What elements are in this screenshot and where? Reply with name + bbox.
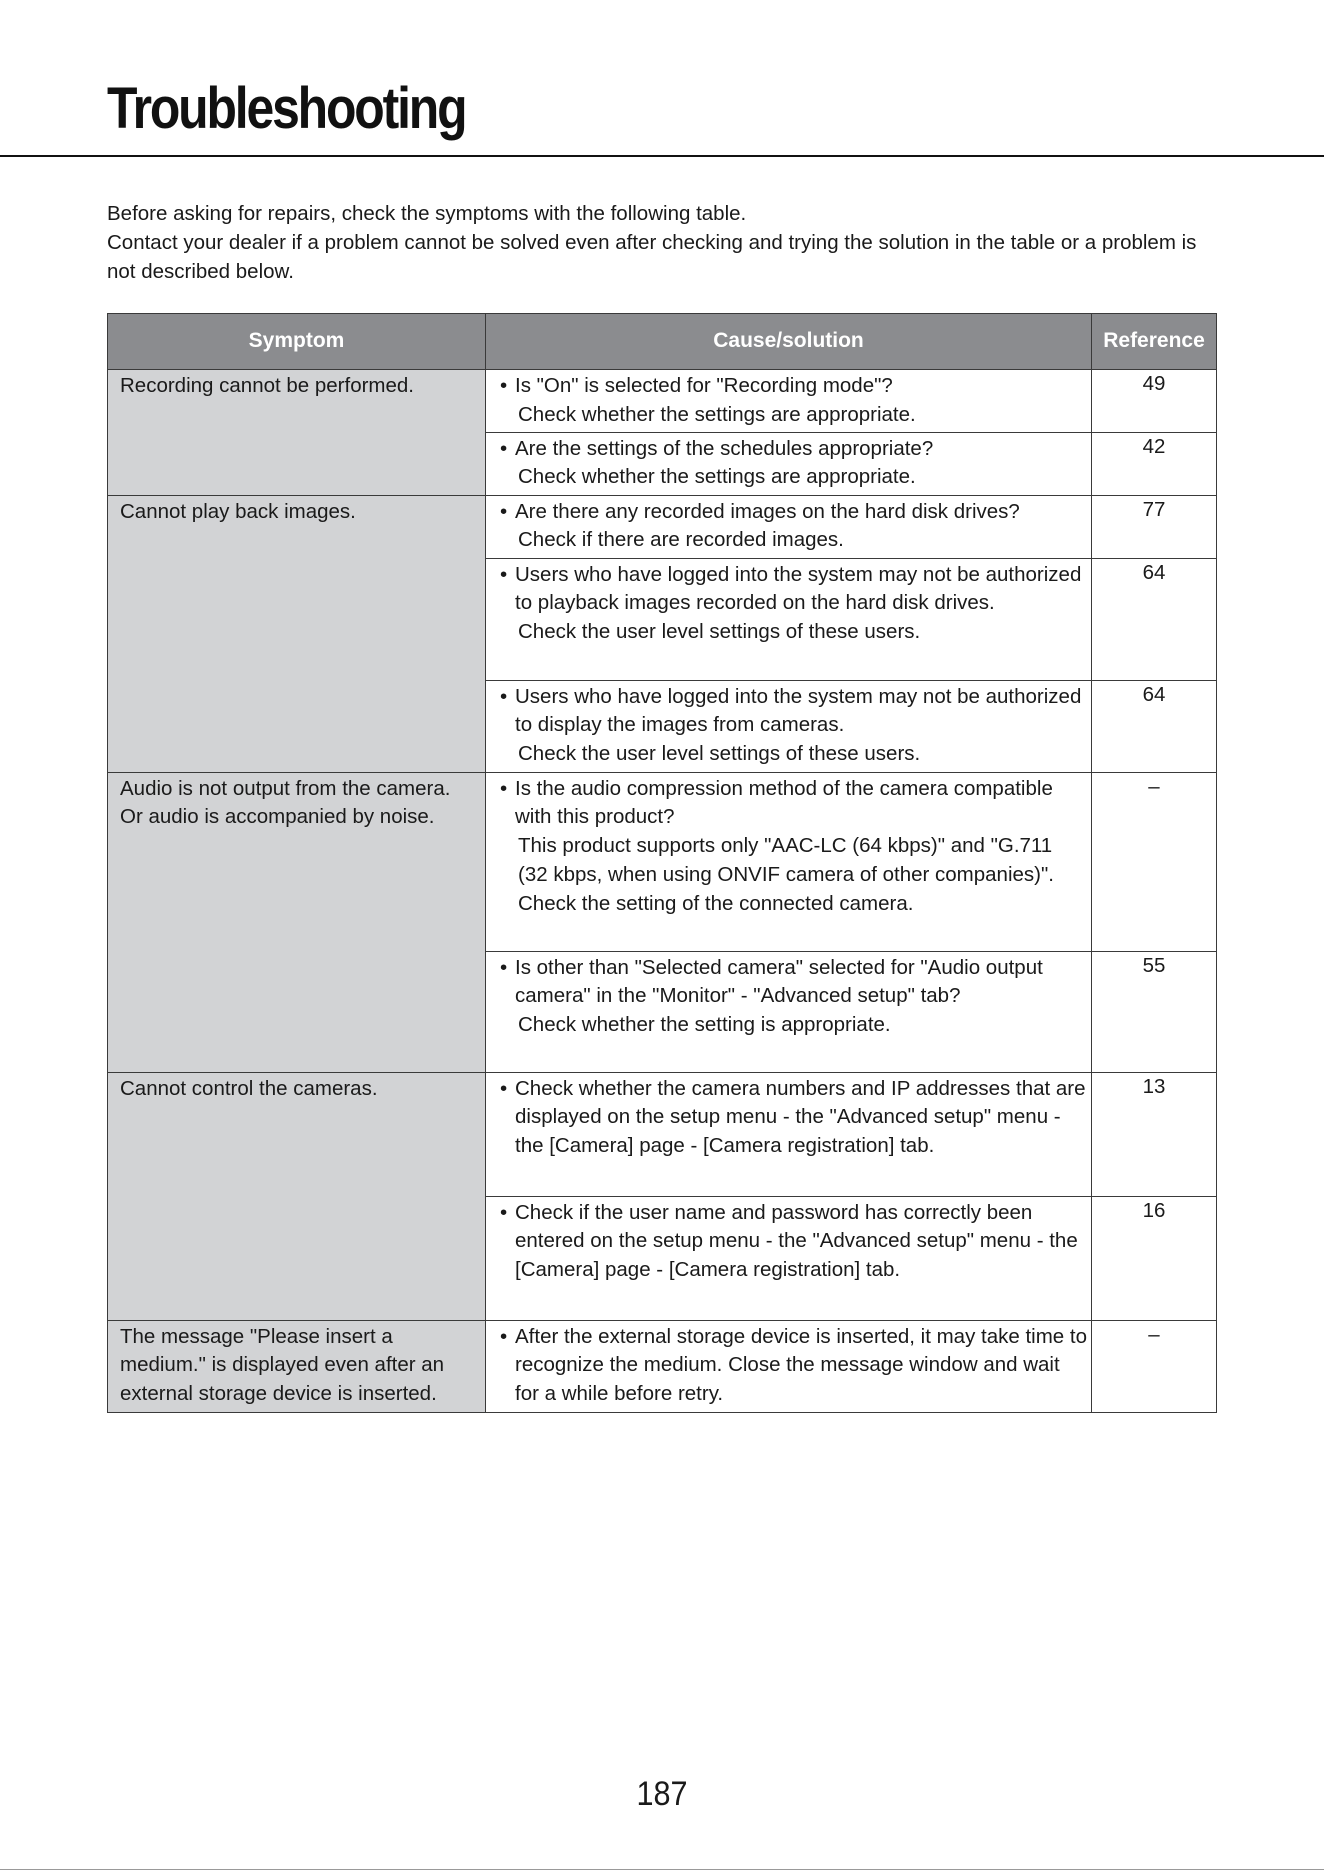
cause-question: • After the external storage device is inserted, it may take time to recognize the medium. Close the message window and wait for a while before retry. <box>515 1323 1087 1409</box>
symptom-text: Audio is not output from the camera. <box>120 776 451 800</box>
cause-cell <box>486 432 1092 495</box>
cause-question: • Check whether the camera numbers and IP addresses that are displayed on the setup menu - the "Advanced setup" menu - the [Camera] page - [Camera registration] tab. <box>515 1075 1087 1161</box>
cause-cell <box>486 370 1092 433</box>
table-row <box>108 370 1217 433</box>
table-row <box>108 772 1217 951</box>
table-header-row <box>108 314 1217 370</box>
header-symptom: Symptom <box>108 314 486 370</box>
cause-cell <box>486 951 1092 1072</box>
symptom-text: Recording cannot be performed. <box>120 374 415 397</box>
symptom-text: Cannot control the cameras. <box>120 1076 378 1100</box>
cause-question: • Is other than "Selected camera" selected for "Audio output camera" in the "Monitor" - "Advanced setup" tab? <box>515 954 1087 1012</box>
reference-cell: 64 <box>1092 680 1217 772</box>
table-row <box>108 1072 1217 1196</box>
cause-question: • Are the settings of the schedules appropriate? <box>515 435 1087 464</box>
cause-question: • Users who have logged into the system may not be authorized to display the images from cameras. <box>515 683 1087 741</box>
title-divider <box>0 155 1324 157</box>
cause-cell <box>486 1072 1092 1196</box>
cause-solution: Check whether the settings are appropriate. <box>518 465 916 489</box>
cause-cell <box>486 558 1092 680</box>
intro-text <box>107 199 1227 286</box>
symptom-cell <box>108 772 486 1072</box>
reference-cell: 42 <box>1092 432 1217 495</box>
cause-cell <box>486 1320 1092 1412</box>
header-cause-solution: Cause/solution <box>486 314 1092 370</box>
reference-cell: 16 <box>1092 1196 1217 1320</box>
reference-cell: – <box>1092 772 1217 951</box>
page-title: Troubleshooting <box>107 76 466 141</box>
table-row <box>108 1320 1217 1412</box>
page-number: 187 <box>636 1775 688 1813</box>
reference-cell: – <box>1092 1320 1217 1412</box>
symptom-text: Or audio is accompanied by noise. <box>120 805 435 829</box>
cause-question: • Are there any recorded images on the hard disk drives? <box>515 498 1087 527</box>
reference-cell: 64 <box>1092 558 1217 680</box>
symptom-text: Cannot play back images. <box>120 499 356 523</box>
cause-question: • Is "On" is selected for "Recording mode"? <box>515 372 1087 401</box>
cause-cell <box>486 495 1092 558</box>
cause-cell <box>486 772 1092 951</box>
cause-cell <box>486 1196 1092 1320</box>
cause-question: • Check if the user name and password has correctly been entered on the setup menu - the "Advanced setup" menu - the [Camera] page - [Camera registration] tab. <box>515 1199 1087 1285</box>
symptom-cell <box>108 1320 486 1412</box>
header-reference: Reference <box>1092 314 1217 370</box>
cause-solution: Check whether the setting is appropriate. <box>518 1013 891 1037</box>
symptom-cell <box>108 1072 486 1320</box>
intro-line: Before asking for repairs, check the symptoms with the following table. <box>107 202 747 225</box>
reference-cell: 13 <box>1092 1072 1217 1196</box>
cause-solution: Check the setting of the connected camera. <box>518 891 914 915</box>
table-row <box>108 495 1217 558</box>
cause-question: • Is the audio compression method of the camera compatible with this product? <box>515 775 1087 833</box>
reference-cell: 49 <box>1092 370 1217 433</box>
reference-cell: 55 <box>1092 951 1217 1072</box>
reference-cell: 77 <box>1092 495 1217 558</box>
cause-solution: Check whether the settings are appropriate. <box>518 402 916 426</box>
cause-solution: Check the user level settings of these users. <box>518 742 921 766</box>
symptom-cell <box>108 370 486 496</box>
intro-line: Contact your dealer if a problem cannot be solved even after checking and trying the solution in the table or a problem is not described below. <box>107 231 1197 283</box>
symptom-cell <box>108 495 486 772</box>
bottom-divider <box>0 1869 1324 1870</box>
cause-cell <box>486 680 1092 772</box>
cause-solution: Check the user level settings of these users. <box>518 620 921 644</box>
cause-question: • Users who have logged into the system may not be authorized to playback images recorded on the hard disk drives. <box>515 561 1087 619</box>
troubleshooting-table <box>107 313 1217 1413</box>
cause-solution: Check if there are recorded images. <box>518 528 844 552</box>
symptom-text: The message "Please insert a medium." is displayed even after an external storage device is inserted. <box>120 1324 445 1406</box>
cause-solution: This product supports only "AAC-LC (64 kbps)" and "G.711 (32 kbps, when using ONVIF camera of other companies)". <box>518 834 1054 886</box>
